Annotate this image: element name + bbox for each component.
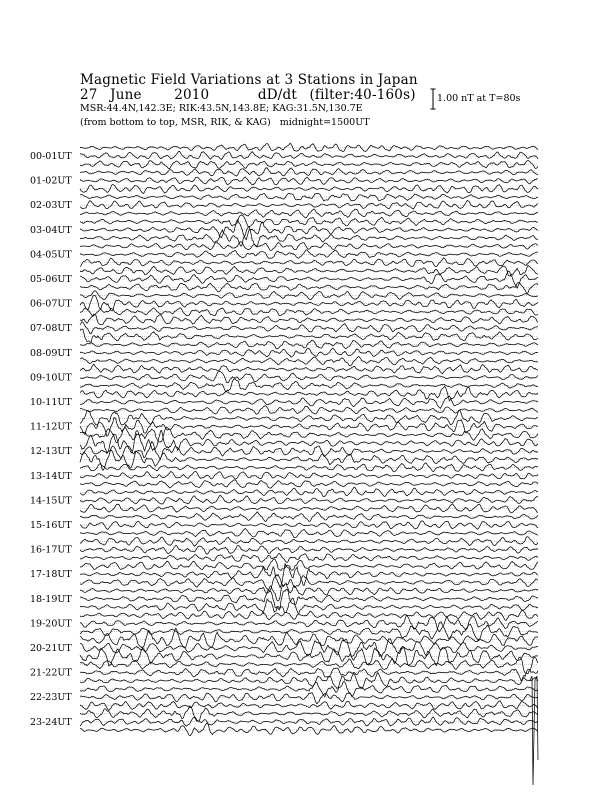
tick-label: 15-16UT xyxy=(30,520,72,531)
tick-label: 00-01UT xyxy=(30,151,72,162)
trace-rik-07-08ut xyxy=(80,322,538,334)
trace-rik-00-01ut xyxy=(80,151,538,159)
trace-rik-16-17ut xyxy=(80,545,538,554)
tick-label: 11-12UT xyxy=(30,421,72,433)
trace-rik-06-07ut xyxy=(80,295,538,310)
trace-kag-00-01ut xyxy=(80,160,538,168)
trace-msr-06-07ut xyxy=(80,291,538,300)
trace-kag-08-09ut xyxy=(80,357,538,366)
trace-rik-04-05ut xyxy=(80,250,538,259)
trace-msr-15-16ut xyxy=(80,512,538,522)
trace-kag-17-18ut xyxy=(80,575,538,592)
trace-rik-09-10ut xyxy=(80,371,538,383)
station-order: (from bottom to top, MSR, RIK, & KAG) xyxy=(80,117,271,128)
trace-rik-21-22ut xyxy=(80,668,538,681)
trace-msr-07-08ut xyxy=(80,314,538,325)
tick-label: 10-11UT xyxy=(30,397,72,408)
trace-msr-11-12ut xyxy=(80,410,538,425)
trace-rik-01-02ut xyxy=(80,177,538,185)
trace-msr-10-11ut xyxy=(80,386,538,400)
date-month: June xyxy=(110,87,142,103)
tick-label: 06-07UT xyxy=(30,298,72,310)
trace-kag-20-21ut xyxy=(80,647,538,666)
trace-rik-23-24ut xyxy=(80,717,538,726)
filter-label: (filter:40-160s) xyxy=(309,87,416,103)
trace-msr-01-02ut xyxy=(80,168,538,176)
trace-msr-14-15ut xyxy=(80,487,538,497)
tick-label: 18-19UT xyxy=(30,593,72,605)
tick-label: 01-02UT xyxy=(30,175,72,187)
trace-kag-18-19ut xyxy=(80,598,538,613)
trace-kag-22-23ut xyxy=(80,701,538,711)
tick-label: 21-22UT xyxy=(30,667,72,679)
trace-msr-13-14ut xyxy=(80,463,538,472)
tick-label: 23-24UT xyxy=(30,716,72,728)
tick-label: 19-20UT xyxy=(30,618,72,630)
date-day: 27 xyxy=(80,87,98,103)
trace-kag-05-06ut xyxy=(80,283,538,294)
trace-rik-13-14ut xyxy=(80,471,538,479)
tick-label: 03-04UT xyxy=(30,224,72,236)
date-year: 2010 xyxy=(174,87,210,103)
trace-rik-10-11ut xyxy=(80,396,538,408)
tick-label: 12-13UT xyxy=(30,446,72,458)
trace-rik-05-06ut xyxy=(80,271,538,288)
trace-msr-04-05ut xyxy=(80,242,538,251)
tick-label: 07-08UT xyxy=(30,323,72,335)
tick-label: 09-10UT xyxy=(30,372,72,384)
trace-kag-14-15ut xyxy=(80,504,538,513)
midnight-note: midnight=1500UT xyxy=(279,117,370,128)
tick-label: 05-06UT xyxy=(30,274,72,285)
trace-rik-15-16ut xyxy=(80,521,538,530)
tick-label: 04-05UT xyxy=(30,249,72,261)
tick-label: 13-14UT xyxy=(30,470,72,482)
trace-msr-03-04ut xyxy=(80,215,538,227)
trace-msr-09-10ut xyxy=(80,364,538,374)
quantity-label: dD/dt xyxy=(257,87,297,103)
tick-label: 20-21UT xyxy=(30,643,72,654)
tick-label: 08-09UT xyxy=(30,347,72,359)
chart-title: Magnetic Field Variations at 3 Stations in Japan xyxy=(80,72,418,88)
tick-label: 16-17UT xyxy=(30,544,72,556)
stations-coordinates: MSR:44.4N,142.3E; RIK:43.5N,143.8E; KAG:31.5N,130.7E xyxy=(80,103,363,114)
tick-label: 17-18UT xyxy=(30,569,72,581)
trace-rik-02-03ut xyxy=(80,200,538,209)
scale-label: 1.00 nT at T=80s xyxy=(437,93,521,104)
trace-msr-02-03ut xyxy=(80,193,538,201)
trace-kag-15-16ut xyxy=(80,528,538,537)
trace-kag-06-07ut xyxy=(80,308,538,317)
trace-rik-20-21ut xyxy=(80,639,538,657)
trace-kag-23-24ut xyxy=(80,723,538,736)
tick-label: 22-23UT xyxy=(30,692,72,704)
trace-kag-10-11ut xyxy=(80,406,538,415)
trace-msr-00-01ut xyxy=(80,143,538,151)
trace-rik-12-13ut xyxy=(80,442,538,459)
tick-label: 14-15UT xyxy=(30,495,72,507)
tick-label: 02-03UT xyxy=(30,200,72,212)
trace-kag-04-05ut xyxy=(80,258,538,267)
trace-rik-14-15ut xyxy=(80,495,538,504)
